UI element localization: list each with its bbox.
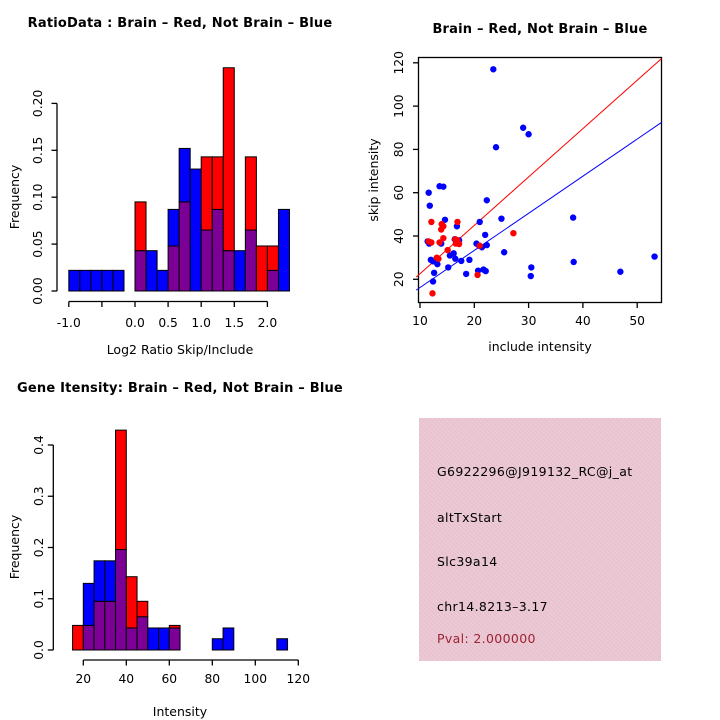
y-tick-label: 0.2 [32,537,46,558]
x-tick-label: 2.0 [257,316,278,330]
scatter-point-blue [445,264,451,270]
y-tick-label: 0.00 [31,277,45,305]
histogram-bar-overlap [116,550,127,650]
scatter-point-red [435,256,441,262]
intensity-scatter-svg [360,0,720,360]
histogram-bar-blue [69,270,80,291]
histogram-bar-blue [113,270,124,291]
x-tick-label: -1.0 [56,316,81,330]
histogram-bar-blue [102,270,113,291]
intensity-scatter-xlabel: include intensity [488,339,592,354]
scatter-point-blue [528,273,534,279]
x-tick-label: 40 [575,314,591,328]
x-tick-label: 1.0 [191,316,211,330]
histogram-bar-red [169,625,180,628]
histogram-bar-overlap [212,209,223,291]
histogram-bar-blue [159,628,170,650]
x-tick-label: 0.5 [158,316,178,330]
y-tick-label: 40 [392,228,406,244]
y-tick-label: 20 [392,271,406,288]
scatter-point-blue [490,66,496,72]
y-tick-label: 0.1 [32,588,46,609]
scatter-point-red [444,247,450,253]
histogram-bar-red [73,625,84,650]
x-tick-label: 60 [161,672,178,686]
x-tick-label: 30 [520,314,537,328]
histogram-bar-blue [105,561,116,601]
scatter-point-red [456,241,462,247]
histogram-bar-blue [94,561,105,601]
histogram-bar-overlap [223,251,234,291]
histogram-bar-overlap [245,230,256,291]
scatter-point-blue [651,253,657,259]
scatter-point-blue [466,257,472,263]
panel-ratio-histogram [0,0,360,360]
histogram-bar-blue [179,148,190,201]
histogram-bar-overlap [169,628,180,650]
scatter-point-blue [570,259,576,265]
y-tick-label: 60 [392,184,406,201]
probe-id-text: G6922296@J919132_RC@j_at [437,464,633,479]
histogram-bar-blue [146,251,157,291]
y-tick-label: 0.15 [31,136,45,164]
histogram-bar-red [137,601,148,616]
histogram-bar-blue [80,270,91,291]
scatter-point-blue [617,269,623,275]
histogram-bar-red [116,430,127,549]
gene-histogram-ylabel: Frequency [7,514,22,580]
histogram-bar-overlap [267,270,278,291]
scatter-point-blue [463,271,469,277]
histogram-bar-blue [83,583,94,625]
histogram-bar-blue [148,628,159,650]
histogram-bar-blue [278,209,289,291]
histogram-bar-red [245,157,256,230]
scatter-point-red [510,230,516,236]
panel-gene-histogram [0,360,360,720]
scatter-point-blue [458,258,464,264]
histogram-bar-blue [190,169,201,291]
histogram-bar-blue [157,270,168,291]
gene-histogram-svg [0,360,360,720]
scatter-point-red [438,226,444,232]
histogram-bar-overlap [179,202,190,291]
histogram-bar-overlap [94,601,105,650]
scatter-point-blue [501,249,507,255]
y-tick-label: 120 [392,51,406,75]
scatter-point-red [477,243,483,249]
x-tick-label: 40 [118,672,135,686]
scatter-point-blue [570,214,576,220]
histogram-bar-overlap [137,617,148,650]
histogram-bar-red [212,157,223,210]
scatter-point-blue [482,232,488,238]
histogram-bar-overlap [135,251,146,291]
y-tick-label: 80 [392,141,406,158]
scatter-point-blue [430,278,436,284]
histogram-bar-overlap [168,246,179,291]
scatter-point-red [429,290,435,296]
scatter-point-red [428,239,434,245]
histogram-bar-overlap [83,625,94,650]
histogram-bar-red [135,202,146,251]
x-tick-label: 1.5 [224,316,245,330]
intensity-scatter-ylabel: skip intensity [366,138,381,222]
scatter-point-blue [477,219,483,225]
scatter-point-blue [431,270,437,276]
scatter-point-blue [440,183,446,189]
y-tick-label: 0.0 [32,640,46,660]
gene-histogram-xlabel: Intensity [152,704,208,719]
histogram-bar-blue [277,639,288,650]
x-tick-label: 0.0 [125,316,145,330]
histogram-bar-overlap [201,230,212,291]
histogram-bar-red [256,246,267,291]
scatter-point-blue [434,261,440,267]
gene-name-text: Slc39a14 [437,554,498,569]
histogram-bar-red [267,246,278,270]
event-type-text: altTxStart [437,510,503,525]
info-box [419,418,661,661]
histogram-bar-blue [234,251,245,291]
scatter-point-blue [427,202,433,208]
y-tick-label: 0.3 [32,486,46,507]
scatter-point-blue [493,144,499,150]
scatter-point-blue [452,256,458,262]
scatter-point-red [474,272,480,278]
scatter-point-blue [483,268,489,274]
gene-histogram-title: Gene Itensity: Brain – Red, Not Brain – Blue [17,381,343,396]
plot-box [419,58,662,303]
histogram-bar-overlap [105,601,116,650]
x-tick-label: 20 [466,314,483,328]
scatter-point-blue [520,125,526,131]
scatter-point-blue [525,131,531,137]
scatter-point-blue [484,242,490,248]
scatter-point-red [440,235,446,241]
y-tick-label: 0.10 [31,183,45,211]
scatter-point-blue [484,197,490,203]
scatter-point-blue [425,190,431,196]
locus-text: chr14.8213–3.17 [437,599,548,614]
histogram-bar-blue [223,628,234,650]
x-tick-label: 10 [412,314,428,328]
scatter-point-red [428,219,434,225]
x-tick-label: 80 [204,672,221,686]
panel-intensity-scatter [360,0,720,360]
x-tick-label: 120 [286,672,311,686]
ratio-histogram-svg [0,0,360,360]
x-tick-label: 100 [243,672,268,686]
histogram-bar-blue [212,639,223,650]
histogram-bar-blue [168,209,179,246]
scatter-point-blue [498,215,504,221]
y-tick-label: 100 [392,94,406,118]
scatter-point-blue [450,250,456,256]
ratio-histogram-title: RatioData : Brain – Red, Not Brain – Blue [27,16,333,31]
histogram-bar-overlap [126,628,137,650]
ratio-histogram-xlabel: Log2 Ratio Skip/Include [106,342,254,357]
regression-line-blue [416,122,661,290]
intensity-scatter-title: Brain – Red, Not Brain – Blue [432,22,648,37]
histogram-bar-red [201,157,212,230]
histogram-bar-red [126,577,137,628]
panel-info-box [360,360,720,720]
y-tick-label: 0.20 [31,89,45,118]
y-tick-label: 0.4 [32,435,46,455]
histogram-bar-blue [91,270,102,291]
y-tick-label: 0.05 [31,230,45,258]
pval-text: Pval: 2.000000 [437,631,536,646]
x-tick-label: 50 [629,314,646,328]
scatter-point-red [454,219,460,225]
ratio-histogram-ylabel: Frequency [7,164,22,230]
scatter-point-blue [528,264,534,270]
x-tick-label: 20 [75,672,92,686]
histogram-bar-red [223,68,234,251]
